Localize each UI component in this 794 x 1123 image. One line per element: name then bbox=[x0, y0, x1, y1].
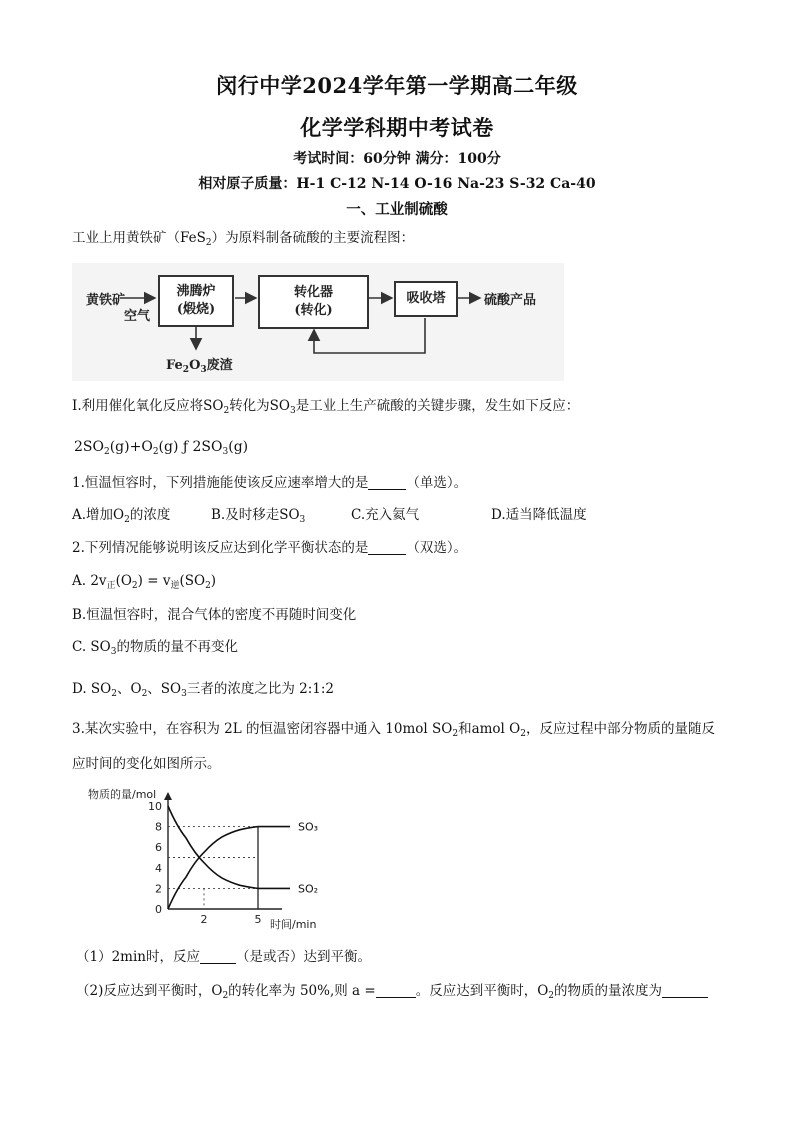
exam-info: 考试时间：60分钟 满分：100分 bbox=[293, 151, 501, 167]
q3-subquestion-2: （2)反应达到平衡时，$O_2$的转化率为 50%,则 a = 。反应达到平衡时，$O_2$的物质的量浓度为 bbox=[76, 982, 708, 1000]
q2-answer-blank[interactable] bbox=[368, 540, 406, 555]
air-label: 空气 bbox=[124, 309, 151, 324]
chart-x-axis-label: 时间/min bbox=[270, 918, 317, 931]
q1-answer-blank[interactable] bbox=[368, 475, 406, 490]
chart-y-tick-label: 6 bbox=[155, 841, 162, 855]
chart-legend-so3: SO₃ bbox=[298, 820, 319, 834]
chart-y-tick-label: 8 bbox=[155, 820, 162, 834]
question-1-stem: 1.恒温恒容时，下列措施能使该反应速率增大的是 （单选）。 bbox=[72, 475, 468, 491]
chart-y-axis-label: 物质的量/mol bbox=[88, 788, 157, 801]
chart-series-so2 bbox=[168, 806, 258, 888]
part1-intro: I.利用催化氧化反应将$SO_2$转化为$SO_3$是工业上生产硫酸的关键步骤，发生如下反应： bbox=[72, 398, 580, 416]
chart-series-so3 bbox=[168, 827, 258, 909]
section-title: 一、工业制硫酸 bbox=[346, 201, 448, 218]
q3-subquestion-1: （1）2min时，反应 （是或否）达到平衡。 bbox=[76, 949, 371, 965]
boiling-furnace-box: 沸腾炉 (煅烧) bbox=[158, 275, 234, 327]
chart-x-tick-label: 5 bbox=[254, 913, 262, 926]
converter-box: 转化器 (转化) bbox=[258, 275, 369, 329]
q2-option-c: C. $SO_3$的物质的量不再变化 bbox=[72, 639, 238, 657]
q2-option-b: B.恒温恒容时，混合气体的密度不再随时间变化 bbox=[72, 607, 357, 623]
absorption-tower-box: 吸收塔 bbox=[394, 281, 458, 317]
atomic-mass-line: 相对原子质量：H-1 C-12 N-14 O-16 Na-23 S-32 Ca-40 bbox=[198, 176, 596, 192]
q2-option-d: D. $SO_2$、$O_2$、$SO_3$三者的浓度之比为 2:1:2 bbox=[72, 681, 335, 699]
chart-legend-so2: SO₂ bbox=[298, 882, 319, 896]
chart-x-tick-label: 2 bbox=[200, 913, 208, 926]
q2-option-a: A. $2v_正(O_2) = v_逆(SO_2)$ bbox=[72, 573, 217, 591]
exam-title: 闵行中学2024学年第一学期高二年级 bbox=[216, 73, 578, 98]
chart-y-tick-label: 4 bbox=[155, 861, 162, 875]
reaction-equation: $2SO_2(g)+O_2(g)$ ƒ $2SO_3(g)$ bbox=[74, 439, 249, 457]
waste-label: $Fe_2O_3$废渣 bbox=[166, 358, 233, 375]
chart-y-tick-label: 2 bbox=[155, 882, 162, 896]
chart-y-axis-arrow bbox=[164, 792, 172, 800]
product-label: 硫酸产品 bbox=[484, 293, 537, 308]
q1-option-c: C.充入氦气 bbox=[351, 507, 420, 523]
question-2-stem: 2.下列情况能够说明该反应达到化学平衡状态的是 （双选）。 bbox=[72, 540, 468, 556]
process-flowchart bbox=[72, 263, 564, 381]
question-3-line-1: 3.某次实验中，在容积为 2L 的恒温密闭容器中通入 10mol $SO_2$和amol $O_2$，反应过程中部分物质的量随反 bbox=[72, 721, 715, 739]
pyrite-label: 黄铁矿 bbox=[86, 293, 126, 308]
chart-y-tick-label: 0 bbox=[155, 903, 162, 916]
amount-time-chart bbox=[72, 782, 342, 934]
q1-option-b: B.及时移走$SO_3$ bbox=[211, 507, 306, 525]
q3-1-answer-blank[interactable] bbox=[200, 949, 236, 964]
intro-text: 工业上用黄铁矿（FeS$_2$）为原料制备硫酸的主要流程图： bbox=[72, 230, 415, 248]
q3-2-concentration-blank[interactable] bbox=[662, 983, 708, 998]
q1-option-a: A.增加$O_2$的浓度 bbox=[72, 507, 171, 525]
q1-option-d: D.适当降低温度 bbox=[491, 507, 587, 523]
question-3-line-2: 应时间的变化如图所示。 bbox=[72, 756, 221, 772]
exam-subtitle: 化学学科期中考试卷 bbox=[300, 115, 494, 140]
q3-2-a-answer-blank[interactable] bbox=[376, 983, 416, 998]
chart-y-tick-label: 10 bbox=[148, 800, 162, 813]
